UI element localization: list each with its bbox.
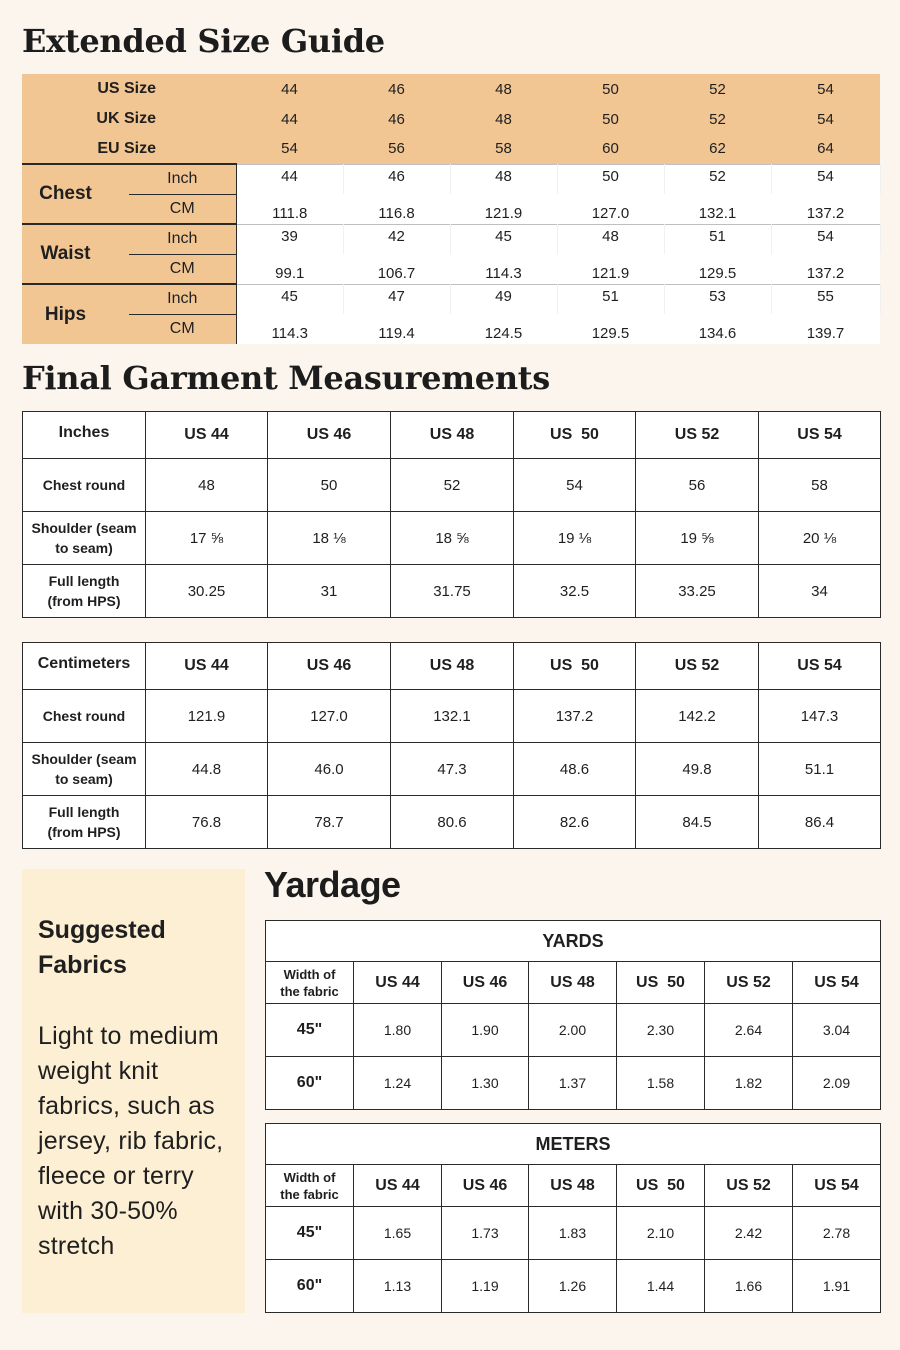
fabrics-title: Suggested Fabrics bbox=[38, 916, 166, 979]
table-cell: 48.6 bbox=[514, 743, 636, 796]
measure-cell: 51 bbox=[664, 224, 771, 254]
suggested-fabrics-box bbox=[22, 869, 245, 1313]
measure-cell: 99.1 bbox=[236, 254, 343, 284]
table-row bbox=[23, 796, 881, 849]
size-cell: 62 bbox=[664, 134, 771, 164]
measure-cell: 44 bbox=[236, 164, 343, 194]
measure-cell: 137.2 bbox=[771, 254, 880, 284]
table-title-row bbox=[266, 921, 881, 962]
size-cell: 56 bbox=[343, 134, 450, 164]
size-row-label: EU Size bbox=[22, 134, 236, 164]
table-cell: 34 bbox=[759, 565, 881, 618]
size-cell: 48 bbox=[450, 74, 557, 104]
unit-label-inch: Inch bbox=[129, 164, 236, 194]
measure-cell: 111.8 bbox=[236, 194, 343, 224]
table-cell: 19 ⅝ bbox=[636, 512, 759, 565]
size-cell: 52 bbox=[664, 104, 771, 134]
table-cell: 30.25 bbox=[146, 565, 268, 618]
column-header: US 48 bbox=[391, 643, 514, 690]
table-cell: 1.82 bbox=[705, 1057, 793, 1110]
table-cell: 147.3 bbox=[759, 690, 881, 743]
measure-cell: 134.6 bbox=[664, 314, 771, 344]
measure-cell: 42 bbox=[343, 224, 450, 254]
row-label: Shoulder (seam to seam) bbox=[23, 743, 146, 796]
table-title-row bbox=[266, 1124, 881, 1165]
table-cell: 1.37 bbox=[529, 1057, 617, 1110]
size-cell: 44 bbox=[236, 104, 343, 134]
measure-cell: 39 bbox=[236, 224, 343, 254]
table-cell: 19 ⅛ bbox=[514, 512, 636, 565]
size-cell: 46 bbox=[343, 104, 450, 134]
table-cell: 17 ⅝ bbox=[146, 512, 268, 565]
table-row bbox=[23, 690, 881, 743]
table-cell: 1.44 bbox=[617, 1260, 705, 1313]
measure-cell: 121.9 bbox=[557, 254, 664, 284]
column-header: US 44 bbox=[354, 1165, 442, 1207]
measure-cell: 49 bbox=[450, 284, 557, 314]
table-cell: 18 ⅝ bbox=[391, 512, 514, 565]
measure-cell: 139.7 bbox=[771, 314, 880, 344]
table-cell: 2.10 bbox=[617, 1207, 705, 1260]
hips-inch-row bbox=[22, 284, 880, 314]
corner-label: Width of the fabric bbox=[266, 1165, 354, 1207]
size-cell: 60 bbox=[557, 134, 664, 164]
table-cell: 2.78 bbox=[793, 1207, 881, 1260]
table-row bbox=[266, 1004, 881, 1057]
size-cell: 54 bbox=[236, 134, 343, 164]
size-cell: 50 bbox=[557, 74, 664, 104]
measure-cell: 127.0 bbox=[557, 194, 664, 224]
table-header-row bbox=[266, 1165, 881, 1207]
hips-cm-row bbox=[22, 314, 880, 344]
measure-cell: 114.3 bbox=[236, 314, 343, 344]
table-cell: 58 bbox=[759, 459, 881, 512]
size-cell: 46 bbox=[343, 74, 450, 104]
table-cell: 1.90 bbox=[442, 1004, 529, 1057]
corner-label: Width of the fabric bbox=[266, 962, 354, 1004]
measure-cell: 129.5 bbox=[557, 314, 664, 344]
unit-label-cm: CM bbox=[129, 194, 236, 224]
column-header: US 54 bbox=[793, 1165, 881, 1207]
table-header-row bbox=[23, 643, 881, 690]
meters-table bbox=[265, 1123, 881, 1313]
table-cell: 48 bbox=[146, 459, 268, 512]
column-header: US 48 bbox=[529, 1165, 617, 1207]
column-header: US 46 bbox=[442, 962, 529, 1004]
table-cell: 1.65 bbox=[354, 1207, 442, 1260]
table-cell: 2.30 bbox=[617, 1004, 705, 1057]
measure-cell: 53 bbox=[664, 284, 771, 314]
column-header: US 54 bbox=[793, 962, 881, 1004]
row-label: 60" bbox=[266, 1057, 354, 1110]
table-cell: 31 bbox=[268, 565, 391, 618]
table-cell: 86.4 bbox=[759, 796, 881, 849]
table-cell: 82.6 bbox=[514, 796, 636, 849]
row-label: Full length (from HPS) bbox=[23, 565, 146, 618]
row-label: Chest round bbox=[23, 690, 146, 743]
column-header: US 52 bbox=[705, 1165, 793, 1207]
size-cell: 52 bbox=[664, 74, 771, 104]
unit-label-inch: Inch bbox=[129, 224, 236, 254]
table-cell: 50 bbox=[268, 459, 391, 512]
size-row-eu bbox=[22, 134, 880, 164]
size-row-label: US Size bbox=[22, 74, 236, 104]
table-cell: 1.13 bbox=[354, 1260, 442, 1313]
measure-cell: 55 bbox=[771, 284, 880, 314]
table-cell: 121.9 bbox=[146, 690, 268, 743]
measure-cell: 129.5 bbox=[664, 254, 771, 284]
table-cell: 132.1 bbox=[391, 690, 514, 743]
table-cell: 137.2 bbox=[514, 690, 636, 743]
table-row bbox=[23, 459, 881, 512]
measure-cell: 106.7 bbox=[343, 254, 450, 284]
table-cell: 1.83 bbox=[529, 1207, 617, 1260]
measure-cell: 121.9 bbox=[450, 194, 557, 224]
waist-inch-row bbox=[22, 224, 880, 254]
row-label: Chest round bbox=[23, 459, 146, 512]
row-label: Shoulder (seam to seam) bbox=[23, 512, 146, 565]
column-header: US 44 bbox=[354, 962, 442, 1004]
table-cell: 51.1 bbox=[759, 743, 881, 796]
measure-cell: 45 bbox=[236, 284, 343, 314]
group-label-chest: Chest bbox=[22, 164, 129, 224]
table-cell: 33.25 bbox=[636, 565, 759, 618]
chest-inch-row bbox=[22, 164, 880, 194]
size-guide-title: Extended Size Guide bbox=[22, 22, 385, 60]
measure-cell: 50 bbox=[557, 164, 664, 194]
table-cell: 20 ⅛ bbox=[759, 512, 881, 565]
row-label: 45" bbox=[266, 1004, 354, 1057]
table-cell: 2.09 bbox=[793, 1057, 881, 1110]
table-cell: 1.58 bbox=[617, 1057, 705, 1110]
column-header: US 44 bbox=[146, 412, 268, 459]
table-row bbox=[23, 743, 881, 796]
size-row-us bbox=[22, 74, 880, 104]
unit-label-cm: CM bbox=[129, 254, 236, 284]
row-label: Full length (from HPS) bbox=[23, 796, 146, 849]
unit-label-inch: Inch bbox=[129, 284, 236, 314]
size-cell: 58 bbox=[450, 134, 557, 164]
table-cell: 32.5 bbox=[514, 565, 636, 618]
table-row bbox=[23, 565, 881, 618]
yardage-title: Yardage bbox=[264, 864, 401, 905]
table-row bbox=[23, 512, 881, 565]
size-row-uk bbox=[22, 104, 880, 134]
column-header: US 54 bbox=[759, 412, 881, 459]
table-cell: 1.24 bbox=[354, 1057, 442, 1110]
row-label: 45" bbox=[266, 1207, 354, 1260]
table-cell: 31.75 bbox=[391, 565, 514, 618]
table-cell: 142.2 bbox=[636, 690, 759, 743]
table-title: METERS bbox=[266, 1124, 881, 1165]
column-header: US 50 bbox=[617, 1165, 705, 1207]
table-row bbox=[266, 1057, 881, 1110]
measure-cell: 124.5 bbox=[450, 314, 557, 344]
table-cell: 1.73 bbox=[442, 1207, 529, 1260]
yards-table bbox=[265, 920, 881, 1110]
measure-cell: 48 bbox=[557, 224, 664, 254]
group-label-hips: Hips bbox=[22, 284, 129, 344]
unit-label-cm: CM bbox=[129, 314, 236, 344]
size-cell: 64 bbox=[771, 134, 880, 164]
table-cell: 46.0 bbox=[268, 743, 391, 796]
table-cell: 3.04 bbox=[793, 1004, 881, 1057]
table-header-row bbox=[266, 962, 881, 1004]
garment-title: Final Garment Measurements bbox=[22, 359, 550, 397]
column-header: US 50 bbox=[514, 643, 636, 690]
corner-label: Inches bbox=[23, 412, 146, 459]
table-cell: 54 bbox=[514, 459, 636, 512]
table-row bbox=[266, 1260, 881, 1313]
column-header: US 52 bbox=[705, 962, 793, 1004]
size-cell: 54 bbox=[771, 74, 880, 104]
table-cell: 84.5 bbox=[636, 796, 759, 849]
measure-cell: 51 bbox=[557, 284, 664, 314]
column-header: US 48 bbox=[391, 412, 514, 459]
size-cell: 54 bbox=[771, 104, 880, 134]
table-cell: 1.19 bbox=[442, 1260, 529, 1313]
column-header: US 50 bbox=[617, 962, 705, 1004]
table-cell: 76.8 bbox=[146, 796, 268, 849]
column-header: US 50 bbox=[514, 412, 636, 459]
measure-cell: 132.1 bbox=[664, 194, 771, 224]
measure-cell: 52 bbox=[664, 164, 771, 194]
column-header: US 44 bbox=[146, 643, 268, 690]
table-cell: 1.30 bbox=[442, 1057, 529, 1110]
table-cell: 52 bbox=[391, 459, 514, 512]
table-cell: 80.6 bbox=[391, 796, 514, 849]
table-title: YARDS bbox=[266, 921, 881, 962]
measure-cell: 54 bbox=[771, 224, 880, 254]
measure-cell: 48 bbox=[450, 164, 557, 194]
table-cell: 2.64 bbox=[705, 1004, 793, 1057]
garment-inches-table bbox=[22, 411, 881, 618]
table-cell: 1.66 bbox=[705, 1260, 793, 1313]
measure-cell: 114.3 bbox=[450, 254, 557, 284]
measure-cell: 54 bbox=[771, 164, 880, 194]
table-cell: 47.3 bbox=[391, 743, 514, 796]
group-label-waist: Waist bbox=[22, 224, 129, 284]
row-label: 60" bbox=[266, 1260, 354, 1313]
column-header: US 52 bbox=[636, 643, 759, 690]
column-header: US 46 bbox=[268, 643, 391, 690]
measure-cell: 45 bbox=[450, 224, 557, 254]
table-cell: 1.91 bbox=[793, 1260, 881, 1313]
table-cell: 18 ⅛ bbox=[268, 512, 391, 565]
size-cell: 44 bbox=[236, 74, 343, 104]
waist-cm-row bbox=[22, 254, 880, 284]
column-header: US 48 bbox=[529, 962, 617, 1004]
garment-cm-table bbox=[22, 642, 881, 849]
size-row-label: UK Size bbox=[22, 104, 236, 134]
table-cell: 2.42 bbox=[705, 1207, 793, 1260]
table-cell: 44.8 bbox=[146, 743, 268, 796]
column-header: US 52 bbox=[636, 412, 759, 459]
chest-cm-row bbox=[22, 194, 880, 224]
table-cell: 1.26 bbox=[529, 1260, 617, 1313]
table-cell: 127.0 bbox=[268, 690, 391, 743]
table-cell: 49.8 bbox=[636, 743, 759, 796]
extended-size-table bbox=[22, 74, 881, 344]
measure-cell: 119.4 bbox=[343, 314, 450, 344]
measure-cell: 137.2 bbox=[771, 194, 880, 224]
size-cell: 48 bbox=[450, 104, 557, 134]
table-cell: 56 bbox=[636, 459, 759, 512]
column-header: US 46 bbox=[442, 1165, 529, 1207]
table-cell: 1.80 bbox=[354, 1004, 442, 1057]
table-cell: 2.00 bbox=[529, 1004, 617, 1057]
table-cell: 78.7 bbox=[268, 796, 391, 849]
measure-cell: 47 bbox=[343, 284, 450, 314]
corner-label: Centimeters bbox=[23, 643, 146, 690]
fabrics-description: Light to medium weight knit fabrics, such as jersey, rib fabric, fleece or terry with 30-50% stretch bbox=[38, 1022, 224, 1260]
measure-cell: 46 bbox=[343, 164, 450, 194]
table-header-row bbox=[23, 412, 881, 459]
table-row bbox=[266, 1207, 881, 1260]
measure-cell: 116.8 bbox=[343, 194, 450, 224]
column-header: US 54 bbox=[759, 643, 881, 690]
column-header: US 46 bbox=[268, 412, 391, 459]
size-cell: 50 bbox=[557, 104, 664, 134]
